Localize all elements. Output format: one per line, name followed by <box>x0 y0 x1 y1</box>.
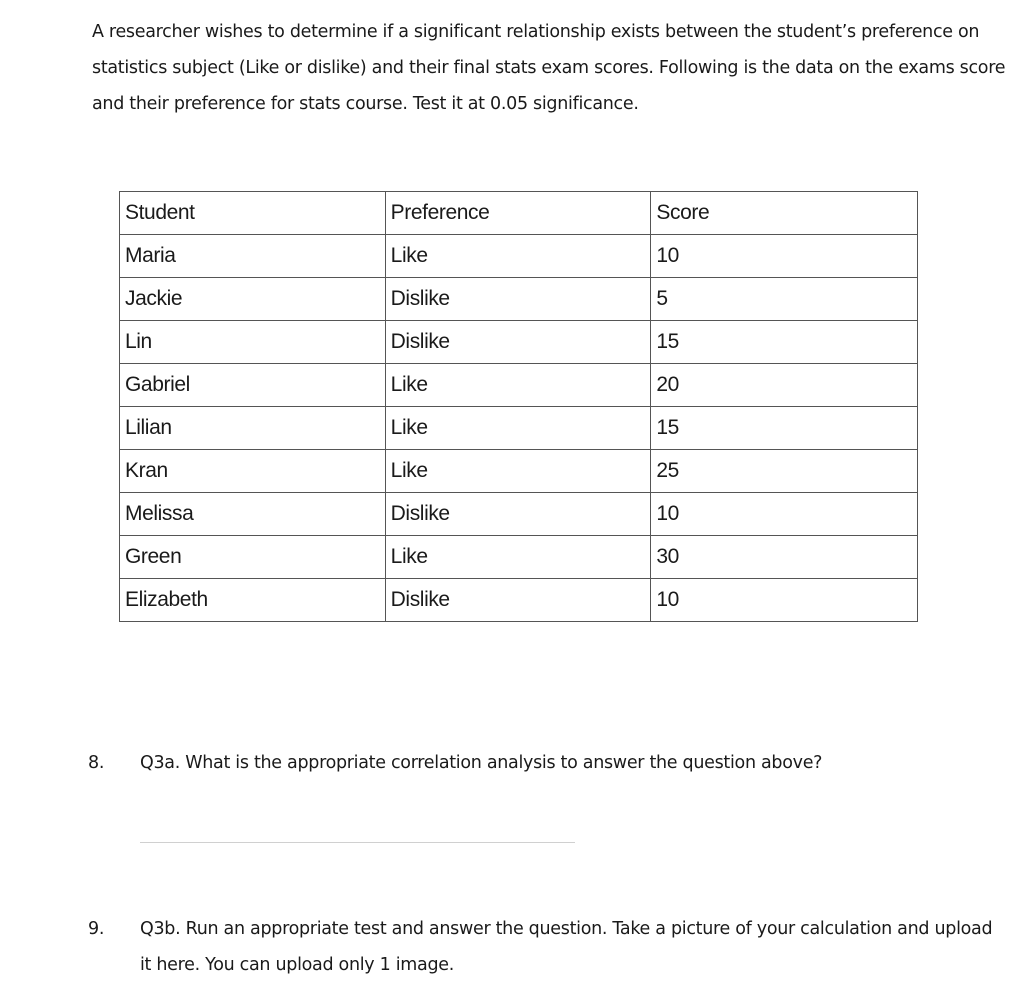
score-cell: 10 <box>651 493 918 536</box>
student-cell: Jackie <box>120 278 386 321</box>
score-cell: 10 <box>651 579 918 622</box>
intro-paragraph: A researcher wishes to determine if a significant relationship exists between the student’s preference on statistics subject (Like or dislike) and their final stats exam scores. Following is the data on the exams score and their preference for stats course. Test it at 0.05 significance. <box>92 22 1006 114</box>
question-text: Q3b. Run an appropriate test and answer the question. Take a picture of your calculation and upload it here. You can upload only 1 image. <box>140 919 993 975</box>
question-number: 8. <box>88 753 105 773</box>
question-9 <box>88 911 1008 983</box>
header-student: Student <box>120 192 386 235</box>
student-cell: Lin <box>120 321 386 364</box>
preference-cell: Dislike <box>385 278 651 321</box>
score-cell: 15 <box>651 321 918 364</box>
header-preference: Preference <box>385 192 651 235</box>
table-row <box>120 450 918 493</box>
student-cell: Green <box>120 536 386 579</box>
preference-cell: Like <box>385 364 651 407</box>
score-cell: 5 <box>651 278 918 321</box>
student-cell: Lilian <box>120 407 386 450</box>
table-row <box>120 407 918 450</box>
preference-cell: Dislike <box>385 493 651 536</box>
preference-cell: Like <box>385 450 651 493</box>
score-cell: 15 <box>651 407 918 450</box>
table-row <box>120 235 918 278</box>
student-cell: Gabriel <box>120 364 386 407</box>
table-row <box>120 321 918 364</box>
table-row <box>120 364 918 407</box>
table-row <box>120 536 918 579</box>
score-cell: 30 <box>651 536 918 579</box>
preference-cell: Dislike <box>385 579 651 622</box>
preference-cell: Dislike <box>385 321 651 364</box>
student-cell: Melissa <box>120 493 386 536</box>
student-cell: Kran <box>120 450 386 493</box>
student-cell: Elizabeth <box>120 579 386 622</box>
table-row <box>120 278 918 321</box>
score-cell: 10 <box>651 235 918 278</box>
question-8 <box>88 745 1008 781</box>
preference-cell: Like <box>385 407 651 450</box>
question-text: Q3a. What is the appropriate correlation analysis to answer the question above? <box>140 753 823 773</box>
student-cell: Maria <box>120 235 386 278</box>
answer-input-line[interactable] <box>140 842 575 843</box>
table-row <box>120 493 918 536</box>
question-number: 9. <box>88 919 105 939</box>
table-row <box>120 579 918 622</box>
preference-cell: Like <box>385 235 651 278</box>
table-header-row <box>120 192 918 235</box>
score-cell: 20 <box>651 364 918 407</box>
data-table <box>119 191 918 622</box>
preference-cell: Like <box>385 536 651 579</box>
header-score: Score <box>651 192 918 235</box>
score-cell: 25 <box>651 450 918 493</box>
